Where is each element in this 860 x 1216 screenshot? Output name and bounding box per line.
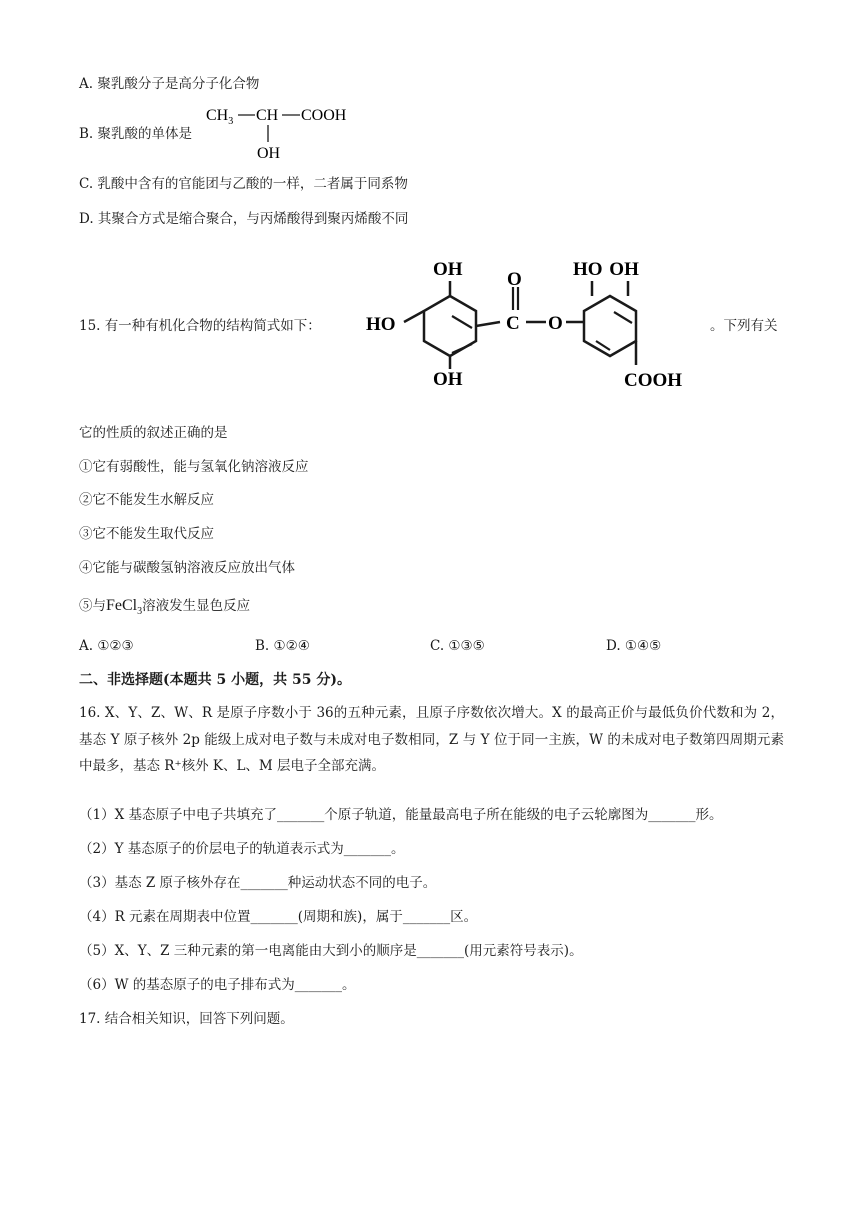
ho-oh-top-right-label: HO OH bbox=[573, 259, 639, 280]
lactic-acid-monomer-structure bbox=[200, 100, 370, 166]
statement5-suffix: 溶液发生显色反应 bbox=[142, 598, 251, 614]
q15-statement-1: ①它有弱酸性，能与氢氧化钠溶液反应 bbox=[79, 459, 309, 475]
q15-stem-prefix: 15. 有一种有机化合物的结构简式如下： bbox=[79, 318, 321, 334]
carbonyl-o-label: O bbox=[507, 269, 522, 290]
cooh-label: COOH bbox=[301, 107, 347, 124]
fecl3-subscript: 3 bbox=[137, 606, 143, 618]
q16-stem: 16. X、Y、Z、W、R 是原子序数小于 36的五种元素，且原子序数依次增大。X 的最高正价与最低负价代数和为 2，基态 Y 原子核外 2p 能级上成对电子数与未成对电子数相同，Z 与 Y 位于同一主族，W 的未成对电子数第四周期元素中最多，基态 R⁺核外 K、L、M 层电子全部充满。 bbox=[79, 705, 784, 774]
q14-option-a: A. 聚乳酸分子是高分子化合物 bbox=[79, 76, 260, 92]
ho-left-label: HO bbox=[366, 314, 396, 335]
q15-statement-5 bbox=[79, 597, 250, 621]
q14-option-b: B. 聚乳酸的单体是 bbox=[79, 126, 193, 142]
q16-part-3: （3）基态 Z 原子核外存在_______种运动状态不同的电子。 bbox=[79, 875, 437, 891]
ester-c-label: C bbox=[506, 313, 520, 334]
statement5-prefix: ⑤与 bbox=[79, 598, 106, 614]
q17-stem: 17. 结合相关知识，回答下列问题。 bbox=[79, 1011, 294, 1027]
q15-structure-diagram bbox=[360, 255, 705, 395]
q15-choice-b: B. ①②④ bbox=[255, 638, 310, 654]
q15-choice-c: C. ①③⑤ bbox=[430, 638, 485, 654]
q16-part-1: （1）X 基态原子中电子共填充了_______个原子轨道，能量最高电子所在能级的电子云轮廓图为_______形。 bbox=[79, 807, 723, 823]
q15-statement-3: ③它不能发生取代反应 bbox=[79, 526, 214, 542]
section2-heading: 二、非选择题(本题共 5 小题，共 55 分)。 bbox=[79, 672, 351, 688]
ch-label: CH bbox=[256, 107, 279, 124]
fecl3-formula bbox=[106, 597, 143, 618]
fecl3-base: FeCl bbox=[106, 597, 138, 614]
q15-choice-d: D. ①④⑤ bbox=[606, 638, 662, 654]
q15-choice-a: A. ①②③ bbox=[79, 638, 134, 654]
oh-top-left-label: OH bbox=[433, 259, 463, 280]
oh-bottom-left-label: OH bbox=[433, 369, 463, 390]
q15-stem-continuation: 它的性质的叙述正确的是 bbox=[79, 425, 228, 441]
q16-part-6: （6）W 的基态原子的电子排布式为_______。 bbox=[79, 977, 356, 993]
q15-stem-suffix: 。下列有关 bbox=[710, 318, 778, 334]
q15-statement-2: ②它不能发生水解反应 bbox=[79, 492, 214, 508]
cooh-right-label: COOH bbox=[624, 370, 683, 391]
q16-part-2: （2）Y 基态原子的价层电子的轨道表示式为_______。 bbox=[79, 841, 405, 857]
q16-part-4: （4）R 元素在周期表中位置_______(周期和族)，属于_______区。 bbox=[79, 909, 478, 925]
q14-option-c: C. 乳酸中含有的官能团与乙酸的一样，二者属于同系物 bbox=[79, 176, 408, 192]
q15-statement-4: ④它能与碳酸氢钠溶液反应放出气体 bbox=[79, 560, 295, 576]
oh-label: OH bbox=[257, 145, 281, 162]
ch3-label: $CH_3$ bbox=[206, 107, 234, 127]
q14-option-d: D. 其聚合方式是缩合聚合，与丙烯酸得到聚丙烯酸不同 bbox=[79, 211, 409, 227]
ether-o-label: O bbox=[548, 313, 563, 334]
q16-part-5: （5）X、Y、Z 三种元素的第一电离能由大到小的顺序是_______(用元素符号表示)。 bbox=[79, 943, 583, 959]
